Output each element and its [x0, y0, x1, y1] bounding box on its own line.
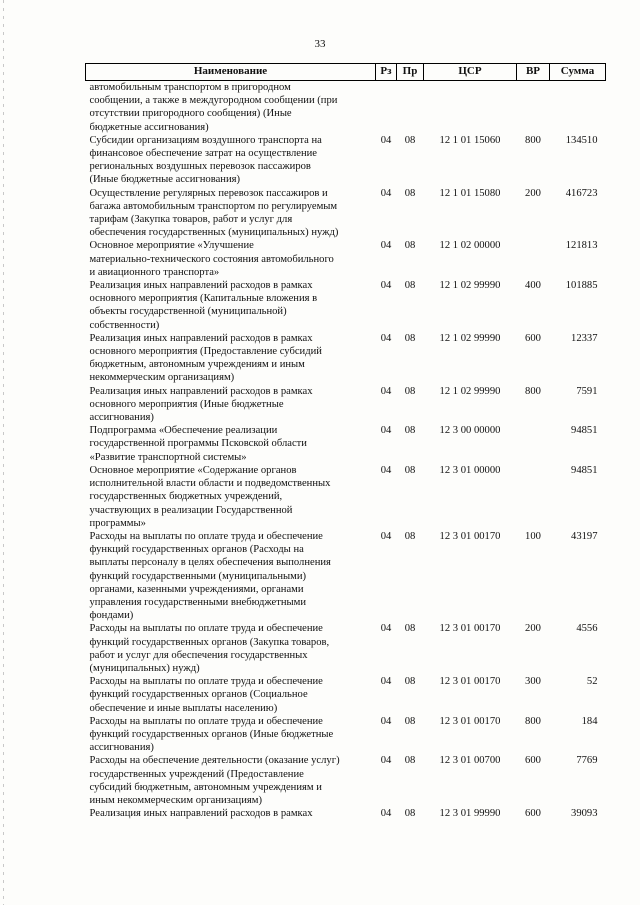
header-rz: Рз: [376, 64, 397, 81]
row-sum-cell: 94851: [571, 425, 598, 437]
row-rz-cell: [376, 81, 397, 134]
table-row: [86, 530, 606, 622]
row-name-line: и авиационного транспорта»: [89, 266, 220, 278]
row-name-cell: [86, 239, 376, 279]
row-name-line: управления государственными внебюджетными: [89, 596, 307, 608]
row-name-line: Расходы на выплаты по оплате труда и обеспечение: [89, 676, 323, 688]
row-name-line: (Иные бюджетные ассигнования): [89, 174, 241, 186]
row-name-line: Подпрограмма «Обеспечение реализации: [89, 425, 278, 437]
row-sum-cell: 7769: [576, 755, 598, 767]
header-sum: Сумма: [550, 64, 606, 81]
row-vr-cell: 600: [525, 808, 541, 820]
row-pr-cell: 08: [404, 187, 416, 199]
row-rz-cell: 04: [380, 280, 392, 292]
row-name-line: Расходы на обеспечение деятельности (оказание услуг): [89, 755, 340, 767]
row-vr-cell: 800: [525, 134, 541, 146]
row-pr-cell: 08: [404, 715, 416, 727]
row-rz-cell: 04: [380, 464, 392, 476]
row-name-line: государственной программы Псковской области: [89, 438, 307, 450]
row-pr-cell: [397, 81, 424, 134]
row-vr-cell: 200: [525, 187, 541, 199]
row-name-line: материально-технического состояния автомобильного: [89, 253, 334, 265]
row-name-cell: [86, 715, 376, 755]
row-name-line: финансовое обеспечение затрат на осуществление: [89, 148, 317, 160]
row-name-cell: [86, 279, 376, 332]
row-rz-cell: 04: [380, 808, 392, 820]
row-rz-cell: 04: [380, 676, 392, 688]
row-name-line: отсутствии пригородного сообщения) (Иные: [89, 108, 292, 120]
table-body: [86, 81, 606, 821]
row-name-line: сообщении, а также в междугородном сообщении (при: [89, 95, 338, 107]
table-row: [86, 715, 606, 755]
row-csr-cell: 12 3 01 99990: [439, 808, 501, 820]
row-name-line: Осуществление регулярных перевозок пассажиров и: [89, 187, 328, 199]
row-vr-cell: 400: [525, 280, 541, 292]
row-sum-cell: 52: [586, 676, 598, 688]
row-pr-cell: 08: [404, 530, 416, 542]
row-sum-cell: 101885: [565, 280, 598, 292]
row-name-line: Расходы на выплаты по оплате труда и обеспечение: [89, 530, 323, 542]
row-name-line: функций государственными (муниципальными): [89, 570, 307, 582]
table-row: [86, 134, 606, 187]
row-vr-cell: [517, 464, 550, 530]
scan-margin-line: [3, 0, 4, 905]
row-name-line: Субсидии организациям воздушного транспорта на: [89, 134, 322, 146]
row-name-line: некоммерческим организациям): [89, 372, 235, 384]
row-name-line: ассигнования): [89, 412, 154, 424]
row-name-cell: [86, 754, 376, 807]
table-row: [86, 807, 606, 820]
row-name-line: Основное мероприятие «Улучшение: [89, 240, 254, 252]
row-name-line: обеспечения государственных (муниципальных) нужд): [89, 227, 339, 239]
row-name-line: тарифам (Закупка товаров, работ и услуг для: [89, 214, 293, 226]
row-name-line: региональных воздушных перевозок пассажиров: [89, 161, 311, 173]
row-name-line: бюджетные ассигнования): [89, 121, 209, 133]
row-csr-cell: 12 1 02 00000: [439, 240, 501, 252]
row-rz-cell: 04: [380, 425, 392, 437]
row-sum-cell: 121813: [565, 240, 598, 252]
row-rz-cell: 04: [380, 134, 392, 146]
row-name-cell: [86, 332, 376, 385]
row-pr-cell: 08: [404, 425, 416, 437]
row-name-cell: [86, 530, 376, 622]
row-name-line: субсидий бюджетным, автономным учреждениям и: [89, 781, 322, 793]
row-name-line: Основное мероприятие «Содержание органов: [89, 464, 297, 476]
row-rz-cell: 04: [380, 755, 392, 767]
row-name-cell: [86, 187, 376, 240]
row-name-line: собственности): [89, 319, 160, 331]
row-rz-cell: 04: [380, 240, 392, 252]
row-name-line: функций государственных органов (Закупка товаров,: [89, 636, 330, 648]
row-pr-cell: 08: [404, 676, 416, 688]
row-name-line: Реализация иных направлений расходов в рамках: [89, 280, 313, 292]
row-name-line: выплаты персоналу в целях обеспечения выполнения: [89, 557, 331, 569]
row-rz-cell: 04: [380, 623, 392, 635]
row-pr-cell: 08: [404, 808, 416, 820]
table-row: [86, 754, 606, 807]
row-name-line: объекты государственной (муниципальной): [89, 306, 287, 318]
row-name-line: программы»: [89, 517, 146, 529]
row-pr-cell: 08: [404, 385, 416, 397]
header-name: Наименование: [86, 64, 376, 81]
row-vr-cell: 800: [525, 385, 541, 397]
table-row: [86, 385, 606, 425]
row-sum-cell: 94851: [571, 464, 598, 476]
row-vr-cell: [517, 239, 550, 279]
row-vr-cell: [517, 81, 550, 134]
row-rz-cell: 04: [380, 530, 392, 542]
row-name-cell: [86, 807, 376, 820]
row-csr-cell: 12 3 01 00700: [439, 755, 501, 767]
row-name-line: Расходы на выплаты по оплате труда и обеспечение: [89, 715, 323, 727]
row-rz-cell: 04: [380, 715, 392, 727]
row-name-line: фондами): [89, 610, 134, 622]
row-sum-cell: 43197: [571, 530, 598, 542]
row-vr-cell: 800: [525, 715, 541, 727]
row-vr-cell: [517, 424, 550, 464]
row-csr-cell: 12 1 02 99990: [439, 280, 501, 292]
row-pr-cell: 08: [404, 280, 416, 292]
row-name-line: органами, казенными учреждениями, органами: [89, 583, 304, 595]
table-header-row: [86, 64, 606, 81]
row-name-cell: [86, 385, 376, 425]
row-name-line: государственных бюджетных учреждений,: [89, 491, 283, 503]
row-csr-cell: 12 1 02 99990: [439, 385, 501, 397]
row-name-line: Реализация иных направлений расходов в рамках: [89, 332, 313, 344]
row-pr-cell: 08: [404, 623, 416, 635]
row-rz-cell: 04: [380, 332, 392, 344]
row-sum-cell: 134510: [565, 134, 598, 146]
row-vr-cell: 100: [525, 530, 541, 542]
row-name-line: (муниципальных) нужд): [89, 662, 200, 674]
row-csr-cell: 12 1 01 15080: [439, 187, 501, 199]
header-csr: ЦСР: [424, 64, 517, 81]
row-csr-cell: [424, 81, 517, 134]
row-sum-cell: 39093: [571, 808, 598, 820]
row-name-line: Реализация иных направлений расходов в рамках: [89, 808, 313, 820]
row-csr-cell: 12 3 01 00170: [439, 676, 501, 688]
row-name-cell: [86, 622, 376, 675]
row-csr-cell: 12 3 01 00170: [439, 715, 501, 727]
row-csr-cell: 12 1 02 99990: [439, 332, 501, 344]
row-name-line: основного мероприятия (Капитальные вложения в: [89, 293, 318, 305]
table-row: [86, 675, 606, 715]
table-row: [86, 464, 606, 530]
table-row: [86, 279, 606, 332]
row-name-line: участвующих в реализации Государственной: [89, 504, 293, 516]
row-name-line: Реализация иных направлений расходов в рамках: [89, 385, 313, 397]
row-name-line: бюджетным, автономным учреждениям и иным: [89, 359, 305, 371]
row-sum-cell: [550, 81, 606, 134]
header-vr: ВР: [517, 64, 550, 81]
row-pr-cell: 08: [404, 240, 416, 252]
row-sum-cell: 7591: [576, 385, 598, 397]
row-name-line: функций государственных органов (Расходы на: [89, 544, 304, 556]
row-name-line: исполнительной власти области и подведомственных: [89, 478, 331, 490]
row-vr-cell: 200: [525, 623, 541, 635]
row-name-line: работ и услуг для обеспечения государственных: [89, 649, 308, 661]
row-name-line: основного мероприятия (Иные бюджетные: [89, 398, 284, 410]
row-csr-cell: 12 1 01 15060: [439, 134, 501, 146]
table-row: [86, 187, 606, 240]
row-name-line: иным некоммерческим организациям): [89, 794, 262, 806]
row-name-line: Расходы на выплаты по оплате труда и обеспечение: [89, 623, 323, 635]
row-vr-cell: 600: [525, 332, 541, 344]
row-pr-cell: 08: [404, 332, 416, 344]
row-pr-cell: 08: [404, 464, 416, 476]
row-name-line: автомобильным транспортом в пригородном: [89, 82, 291, 93]
table-row: [86, 622, 606, 675]
row-csr-cell: 12 3 01 00170: [439, 530, 501, 542]
table-row: [86, 239, 606, 279]
table-row: [86, 332, 606, 385]
row-sum-cell: 4556: [576, 623, 598, 635]
row-name-cell: [86, 134, 376, 187]
row-csr-cell: 12 3 01 00170: [439, 623, 501, 635]
row-name-line: «Развитие транспортной системы»: [89, 451, 247, 463]
row-name-cell: [86, 464, 376, 530]
row-name-line: багажа автомобильным транспортом по регулируемым: [89, 200, 338, 212]
page-number: 33: [314, 38, 326, 50]
row-name-line: ассигнования): [89, 742, 154, 754]
row-name-line: функций государственных органов (Иные бюджетные: [89, 728, 334, 740]
row-vr-cell: 600: [525, 755, 541, 767]
row-name-line: обеспечение и иные выплаты населению): [89, 702, 278, 714]
row-sum-cell: 12337: [571, 332, 598, 344]
row-name-cell: [86, 675, 376, 715]
row-name-line: государственных учреждений (Предоставление: [89, 768, 304, 780]
row-rz-cell: 04: [380, 385, 392, 397]
row-csr-cell: 12 3 00 00000: [439, 425, 501, 437]
row-sum-cell: 184: [581, 715, 598, 727]
row-csr-cell: 12 3 01 00000: [439, 464, 501, 476]
row-name-line: основного мероприятия (Предоставление субсидий: [89, 346, 322, 358]
row-pr-cell: 08: [404, 755, 416, 767]
row-pr-cell: 08: [404, 134, 416, 146]
table-row: [86, 81, 606, 134]
row-sum-cell: 416723: [565, 187, 598, 199]
table-row: [86, 424, 606, 464]
row-name-cell: [86, 424, 376, 464]
row-name-line: функций государственных органов (Социальное: [89, 689, 308, 701]
row-rz-cell: 04: [380, 187, 392, 199]
budget-table: [85, 63, 606, 820]
header-pr: Пр: [397, 64, 424, 81]
row-name-cell: [86, 81, 376, 134]
row-vr-cell: 300: [525, 676, 541, 688]
